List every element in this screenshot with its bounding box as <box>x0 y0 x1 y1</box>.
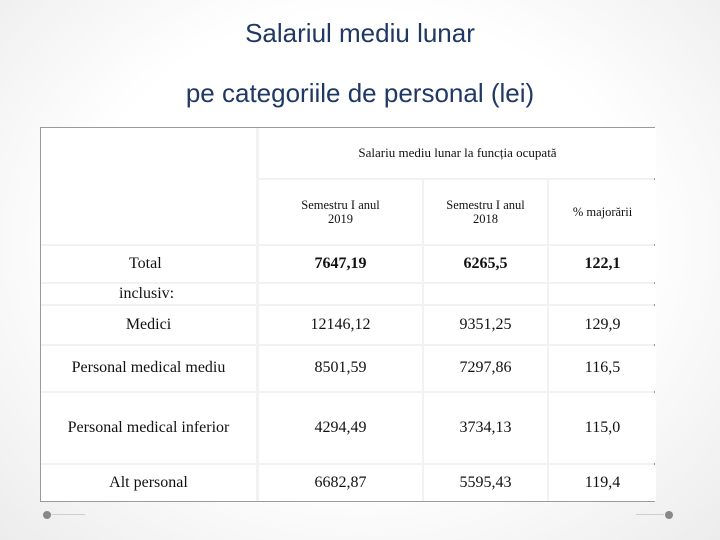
col-header-2018: Semestru I anul 2018 <box>424 180 547 244</box>
page-subtitle: pe categoriile de personal (lei) <box>185 78 535 108</box>
medici-pct: 129,9 <box>549 306 656 344</box>
total-2018: 6265,5 <box>424 246 547 282</box>
salary-table <box>40 127 655 502</box>
empty-cell <box>259 284 422 304</box>
empty-cell <box>424 284 547 304</box>
empty-corner-cell <box>41 128 256 244</box>
page-title: Salariul mediu lunar <box>245 18 475 48</box>
col-header-2019: Semestru I anul 2019 <box>259 180 422 244</box>
empty-cell <box>549 284 656 304</box>
inferior-pct: 115,0 <box>549 393 656 463</box>
row-label-medici: Medici <box>41 306 256 344</box>
row-label-personal-mediu: Personal medical mediu <box>41 346 256 391</box>
row-label-personal-inferior: Personal medical inferior <box>41 393 256 463</box>
mediu-2019: 8501,59 <box>259 346 422 391</box>
decorative-line <box>636 514 664 515</box>
decorative-dot <box>43 511 51 519</box>
alt-pct: 119,4 <box>549 465 656 501</box>
total-pct: 122,1 <box>549 246 656 282</box>
group-header: Salariu mediu lunar la funcția ocupată <box>259 128 656 178</box>
col-header-pct: % majorării <box>549 180 656 244</box>
total-2019: 7647,19 <box>259 246 422 282</box>
alt-2019: 6682,87 <box>259 465 422 501</box>
mediu-2018: 7297,86 <box>424 346 547 391</box>
inferior-2018: 3734,13 <box>424 393 547 463</box>
total-label: Total <box>41 246 256 282</box>
medici-2019: 12146,12 <box>259 306 422 344</box>
inclusiv-label: inclusiv: <box>41 284 256 304</box>
medici-2018: 9351,25 <box>424 306 547 344</box>
inferior-2019: 4294,49 <box>259 393 422 463</box>
row-label-alt-personal: Alt personal <box>41 465 256 501</box>
decorative-line <box>51 514 85 515</box>
alt-2018: 5595,43 <box>424 465 547 501</box>
mediu-pct: 116,5 <box>549 346 656 391</box>
decorative-dot <box>665 511 673 519</box>
